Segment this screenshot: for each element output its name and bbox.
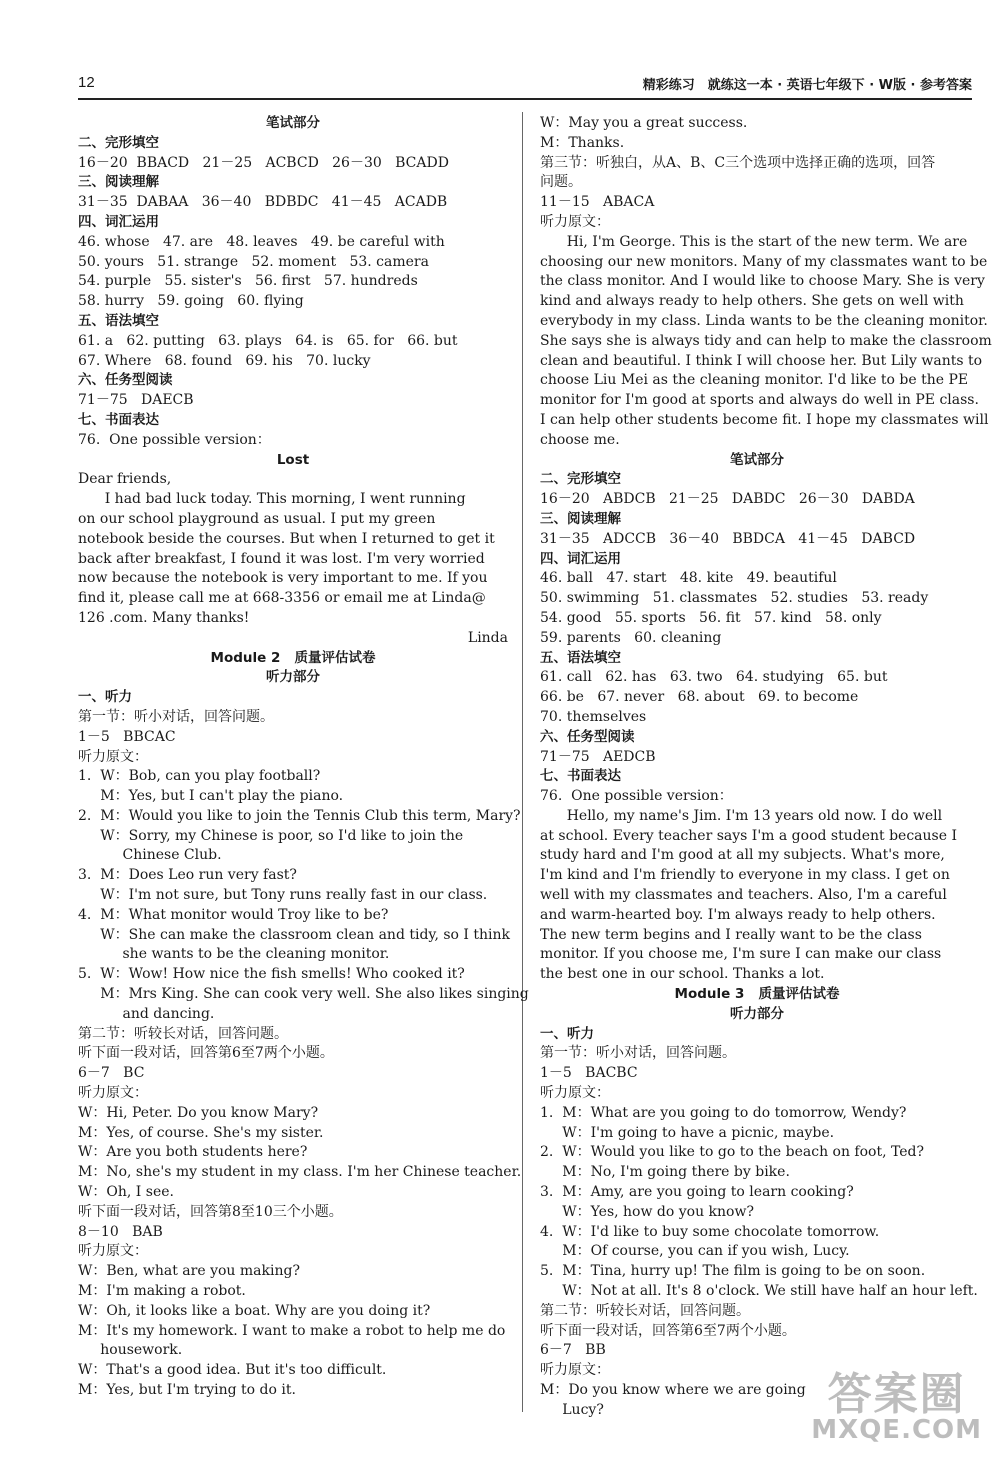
page-header <box>78 60 972 98</box>
text-line: 听力原文： <box>78 748 148 765</box>
right-column <box>540 114 992 1421</box>
text-line: choosing our new monitors. Many of my classmates want to be <box>540 253 988 270</box>
text-line: 3. M：Does Leo run very fast? <box>78 867 297 884</box>
text-line: W：Oh, it looks like a boat. Why are you doing it? <box>78 1302 431 1319</box>
section-heading: 六、任务型阅读 <box>540 728 635 745</box>
text-line: M：No, she's my student in my class. I'm her Chinese teacher. <box>78 1164 522 1181</box>
text-line: 4. W：I'd like to buy some chocolate tomorrow. <box>540 1223 880 1240</box>
signature: Linda <box>467 629 508 646</box>
section-heading: 四、词汇运用 <box>540 550 621 567</box>
text-line: 61. a 62. putting 63. plays 64. is 65. for 66. but <box>78 332 458 349</box>
text-line: the best one in our school. Thanks a lot. <box>540 966 825 983</box>
text-line: 5. W：Wow! How nice the fish smells! Who cooked it? <box>78 966 465 983</box>
section-heading: 七、书面表达 <box>540 768 621 785</box>
text-line: 第三节：听独白，从A、B、C三个选项中选择正确的选项，回答 <box>540 154 936 171</box>
header-title: 精彩练习 就练这一本 · 英语七年级下 · W版 · 参考答案 <box>642 78 972 93</box>
section-heading: 三、阅读理解 <box>78 174 159 191</box>
text-line: 16－20 BBACD 21－25 ACBCD 26－30 BCADD <box>78 154 449 171</box>
watermark-text: 答案圈 <box>827 1369 966 1420</box>
watermark-logo <box>811 1369 982 1445</box>
text-line: M：I'm making a robot. <box>78 1283 246 1300</box>
text-line: 1. M：What are you going to do tomorrow, Wendy? <box>540 1104 907 1121</box>
text-line: 第一节：听小对话，回答问题。 <box>540 1045 736 1062</box>
centered-title: 听力部分 <box>730 1005 784 1022</box>
page-number: 12 <box>78 74 95 91</box>
text-line: 听力原文： <box>540 1362 610 1379</box>
section-heading: 一、听力 <box>78 689 132 706</box>
text-line: W：Sorry, my Chinese is poor, so I'd like to join the <box>78 827 464 844</box>
centered-title: Lost <box>276 451 310 468</box>
text-line: everybody in my class. Linda wants to be the cleaning monitor. <box>540 312 988 329</box>
text-line: M：It's my homework. I want to make a robot to help me do <box>78 1322 506 1339</box>
text-line: 问题。 <box>540 174 582 191</box>
text-line: 2. W：Would you like to go to the beach on foot, Ted? <box>540 1144 924 1161</box>
text-line: W：Are you both students here? <box>78 1144 308 1161</box>
text-line: M：No, I'm going there by bike. <box>540 1164 790 1181</box>
text-line: 61. call 62. has 63. two 64. studying 65. but <box>540 669 888 686</box>
column-divider <box>522 112 523 1412</box>
section-heading: 五、语法填空 <box>78 312 159 329</box>
text-line: 听下面一段对话，回答第6至7两个小题。 <box>78 1045 334 1062</box>
text-line: on our school playground as usual. I put my green <box>78 510 436 527</box>
section-heading: 一、听力 <box>540 1025 594 1042</box>
text-line: Lucy? <box>540 1401 604 1418</box>
text-line: 听力原文： <box>78 1243 148 1260</box>
text-line: 76. One possible version： <box>540 788 733 805</box>
text-line: M：Do you know where we are going <box>540 1382 806 1398</box>
text-line: 70. themselves <box>540 708 647 725</box>
text-line: choose Liu Mei as the cleaning monitor. I'd like to be the PE <box>540 372 969 389</box>
text-line: and dancing. <box>78 1005 215 1022</box>
text-line: W：That's a good idea. But it's too difficult. <box>78 1362 387 1379</box>
text-line: 8－10 BAB <box>78 1223 163 1240</box>
header-rule <box>78 98 972 100</box>
text-line: monitor. If you choose me, I'm sure I can make our class <box>540 946 942 963</box>
text-line: 50. swimming 51. classmates 52. studies 53. ready <box>540 590 929 607</box>
watermark-url: MXQE.COM <box>811 1415 982 1445</box>
text-line: I had bad luck today. This morning, I went running <box>78 491 466 508</box>
text-line: Hi, I'm George. This is the start of the new term. We are <box>540 233 968 250</box>
text-line: 66. be 67. never 68. about 69. to become <box>540 689 859 706</box>
text-line: 31－35 ADCCB 36－40 BBDCA 41－45 DABCD <box>540 530 916 547</box>
text-line: 听力原文： <box>540 1085 610 1102</box>
left-column <box>78 114 529 1401</box>
text-line: 31－35 DABAA 36－40 BDBDC 41－45 ACADB <box>78 194 448 211</box>
text-line: The new term begins and I really want to be the class <box>540 926 922 943</box>
text-line: 4. M：What monitor would Troy like to be? <box>78 906 389 923</box>
text-line: I'm kind and I'm friendly to everyone in my class. I get on <box>540 867 950 884</box>
text-line: 16－20 ABDCB 21－25 DABDC 26－30 DABDA <box>540 491 915 508</box>
text-line: she wants to be the cleaning monitor. <box>78 946 390 963</box>
text-line: 听下面一段对话，回答第8至10三个小题。 <box>78 1203 343 1220</box>
centered-title: Module 3 质量评估试卷 <box>674 986 840 1003</box>
centered-title: 听力部分 <box>266 669 320 686</box>
text-line: 126 .com. Many thanks! <box>78 609 250 626</box>
text-line: 第一节：听小对话，回答问题。 <box>78 708 274 725</box>
text-line: 50. yours 51. strange 52. moment 53. camera <box>78 253 429 270</box>
text-line: 3. M：Amy, are you going to learn cooking? <box>540 1184 854 1201</box>
text-line: 59. parents 60. cleaning <box>540 629 722 646</box>
section-heading: 二、完形填空 <box>78 134 159 151</box>
text-line: W：I'm going to have a picnic, maybe. <box>540 1124 835 1141</box>
text-line: housework. <box>78 1342 183 1359</box>
section-heading: 四、词汇运用 <box>78 213 159 230</box>
text-line: I can help other students become fit. I hope my classmates will <box>540 411 989 428</box>
centered-title: Module 2 质量评估试卷 <box>210 649 376 666</box>
text-line: M：Of course, you can if you wish, Lucy. <box>540 1243 850 1260</box>
text-line: M：Thanks. <box>540 134 625 151</box>
centered-title: 笔试部分 <box>730 451 784 468</box>
text-line: at school. Every teacher says I'm a good student because I <box>540 827 957 844</box>
text-line: notebook beside the courses. But when I returned to get it <box>78 530 495 547</box>
text-line: 6－7 BC <box>78 1065 145 1082</box>
text-line: 46. ball 47. start 48. kite 49. beautiful <box>540 570 837 587</box>
text-line: 76. One possible version： <box>78 431 271 448</box>
text-line: W：Hi, Peter. Do you know Mary? <box>78 1104 319 1121</box>
text-line: 58. hurry 59. going 60. flying <box>78 293 304 310</box>
section-heading: 七、书面表达 <box>78 411 159 428</box>
section-heading: 六、任务型阅读 <box>78 372 173 389</box>
centered-title: 笔试部分 <box>266 115 320 131</box>
text-line: 54. purple 55. sister's 56. first 57. hundreds <box>78 273 418 290</box>
text-line: 71－75 DAECB <box>78 392 194 409</box>
text-line: 听力原文： <box>540 213 610 230</box>
text-line: 1. W：Bob, can you play football? <box>78 768 321 785</box>
text-line: Hello, my name's Jim. I'm 13 years old now. I do well <box>540 807 943 824</box>
text-line: M：Yes, but I can't play the piano. <box>78 788 344 805</box>
text-line: study hard and I'm good at all my subjects. What's more, <box>540 847 945 864</box>
text-line: 听下面一段对话，回答第6至7两个小题。 <box>540 1322 796 1339</box>
text-line: W：May you a great success. <box>540 115 748 131</box>
text-line: 第二节：听较长对话，回答问题。 <box>540 1302 750 1319</box>
text-line: choose me. <box>540 431 620 448</box>
text-line: M：Yes, of course. She's my sister. <box>78 1124 324 1141</box>
text-line: 71－75 AEDCB <box>540 748 656 765</box>
text-line: W：Not at all. It's 8 o'clock. We still have half an hour left. <box>540 1283 978 1300</box>
text-line: 听力原文： <box>78 1085 148 1102</box>
text-line: clean and beautiful. I think I will choose her. But Lily wants to <box>540 352 983 369</box>
text-line: 5. M：Tina, hurry up! The film is going to be on soon. <box>540 1263 926 1280</box>
text-line: W：She can make the classroom clean and tidy, so I think <box>78 926 511 943</box>
section-heading: 二、完形填空 <box>540 471 621 488</box>
text-line: 67. Where 68. found 69. his 70. lucky <box>78 352 371 369</box>
text-line: 46. whose 47. are 48. leaves 49. be careful with <box>78 233 445 250</box>
text-line: find it, please call me at 668-3356 or email me at Linda@ <box>78 590 486 607</box>
text-line: the class monitor. And I would like to choose Mary. She is very <box>540 273 985 290</box>
text-line: Chinese Club. <box>78 847 222 864</box>
text-line: kind and always ready to help others. She gets on well with <box>540 293 964 310</box>
text-line: W：Oh, I see. <box>78 1184 174 1201</box>
text-line: back after breakfast, I found it was lost. I'm very worried <box>78 550 485 567</box>
text-line: M：Yes, but I'm trying to do it. <box>78 1382 296 1398</box>
text-line: 6－7 BB <box>540 1342 606 1359</box>
text-line: 11－15 ABACA <box>540 194 655 211</box>
text-line: and warm-hearted boy. I'm always ready to help others. <box>540 906 936 923</box>
text-line: W：Yes, how do you know? <box>540 1203 754 1220</box>
text-line: She says she is always tidy and can help to make the classroom <box>540 332 992 349</box>
text-line: Dear friends, <box>78 471 172 488</box>
text-line: W：Ben, what are you making? <box>78 1263 300 1280</box>
section-heading: 三、阅读理解 <box>540 510 621 527</box>
text-line: 54. good 55. sports 56. fit 57. kind 58. only <box>540 609 882 626</box>
text-line: 1－5 BACBC <box>540 1065 638 1082</box>
text-line: well with my classmates and teachers. Also, I'm a careful <box>540 887 947 904</box>
text-line: now because the notebook is very important to me. If you <box>78 570 488 587</box>
text-line: 2. M：Would you like to join the Tennis Club this term, Mary? <box>78 807 521 824</box>
text-line: W：I'm not sure, but Tony runs really fast in our class. <box>78 887 488 904</box>
text-line: M：Mrs King. She can cook very well. She also likes singing <box>78 986 529 1003</box>
text-line: monitor for I'm good at sports and always do well in PE class. <box>540 392 979 409</box>
text-line: 1－5 BBCAC <box>78 728 176 745</box>
section-heading: 五、语法填空 <box>540 649 621 666</box>
text-line: 第二节：听较长对话，回答问题。 <box>78 1025 288 1042</box>
